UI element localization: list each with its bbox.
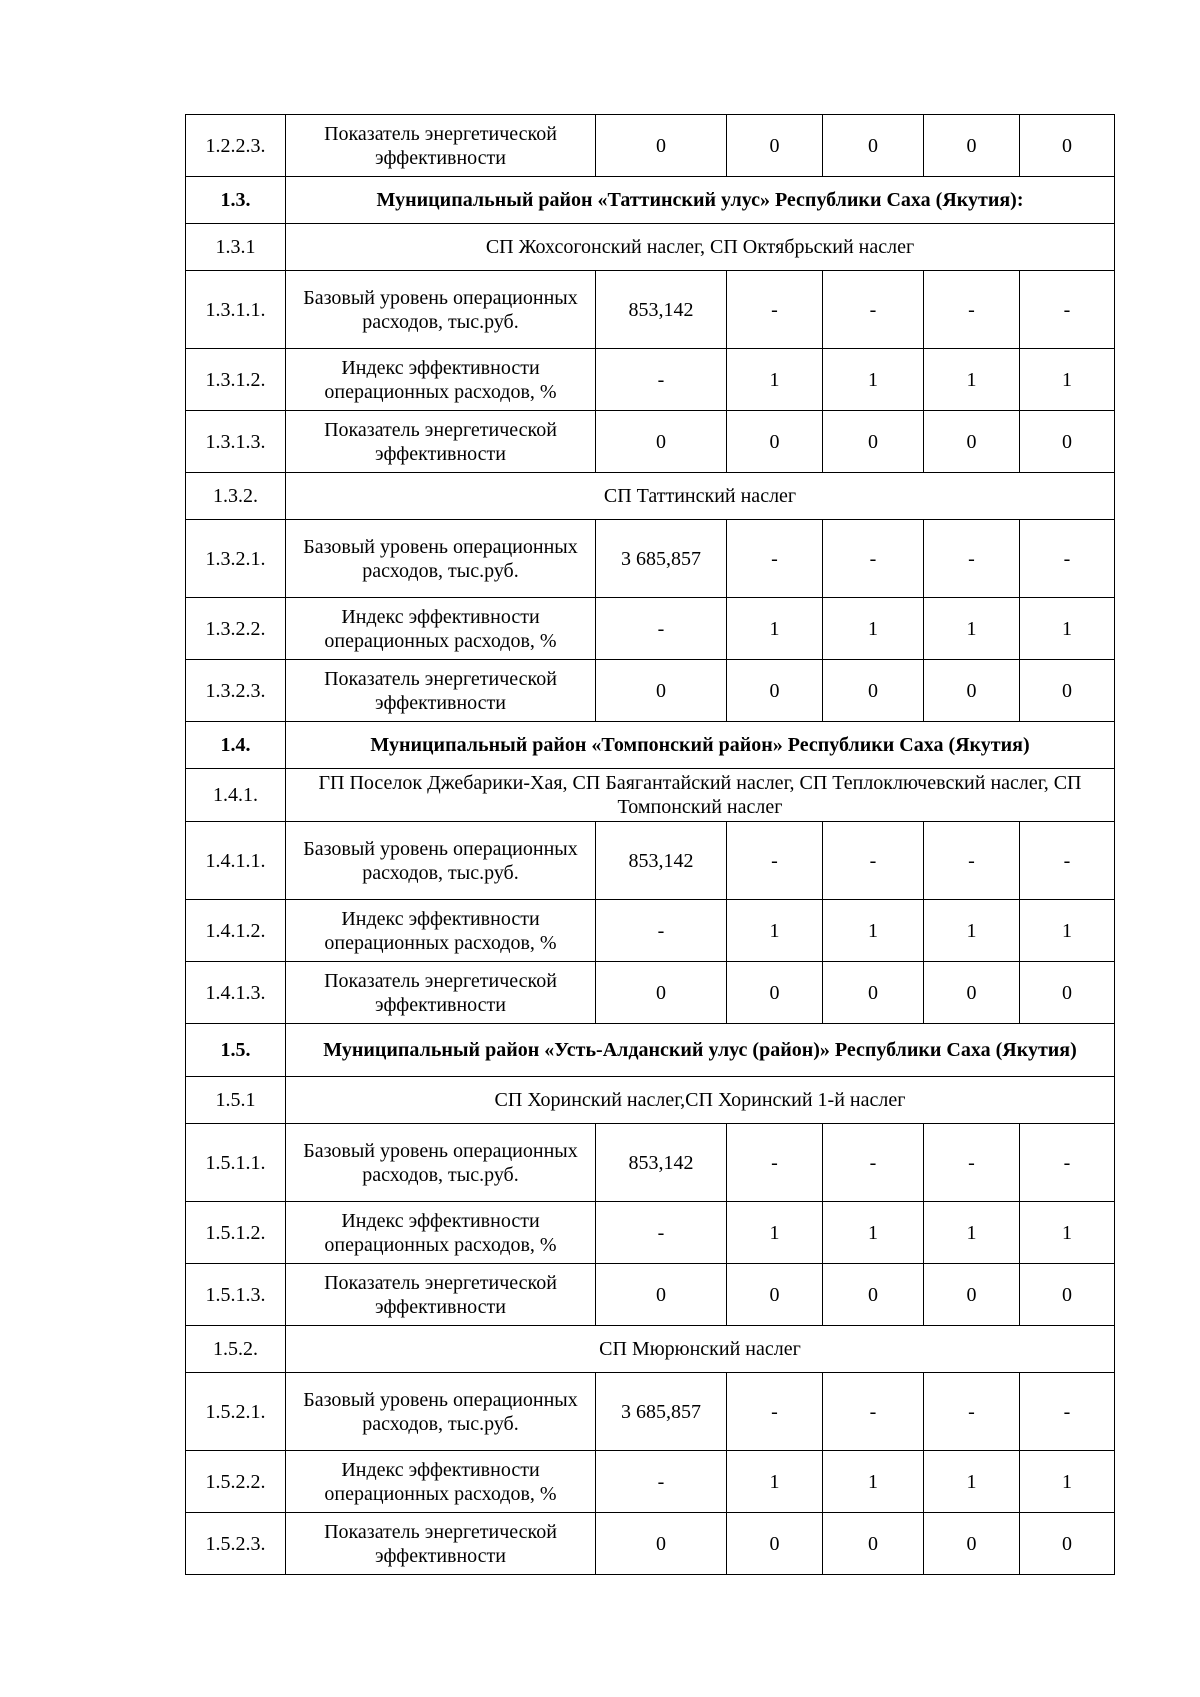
value-cell: 1 [823, 1451, 924, 1513]
value-cell: 0 [823, 660, 924, 722]
row-number: 1.4.1.3. [186, 962, 286, 1024]
value-cell: 1 [823, 598, 924, 660]
value-cell: 0 [823, 1513, 924, 1575]
row-number: 1.5.1.2. [186, 1202, 286, 1264]
table-row [186, 1202, 1115, 1264]
value-cell: 0 [596, 962, 727, 1024]
value-cell: 0 [924, 660, 1020, 722]
value-cell: - [823, 1373, 924, 1451]
value-cell: 1 [823, 1202, 924, 1264]
row-number: 1.3.1 [186, 224, 286, 271]
value-cell: 853,142 [596, 822, 727, 900]
value-cell: - [596, 1451, 727, 1513]
value-cell: 0 [1020, 411, 1115, 473]
value-cell: 1 [1020, 1451, 1115, 1513]
indicator-label: Индекс эффективности операционных расходов, % [286, 598, 596, 660]
row-number: 1.2.2.3. [186, 115, 286, 177]
row-number: 1.4. [186, 722, 286, 769]
value-cell: 1 [727, 598, 823, 660]
value-cell: - [924, 1124, 1020, 1202]
row-number: 1.4.1.1. [186, 822, 286, 900]
indicator-label: Показатель энергетической эффективности [286, 115, 596, 177]
table-row [186, 1373, 1115, 1451]
indicator-label: Индекс эффективности операционных расходов, % [286, 1202, 596, 1264]
section-title: Муниципальный район «Таттинский улус» Республики Саха (Якутия): [286, 177, 1115, 224]
table-row [186, 962, 1115, 1024]
value-cell: 0 [1020, 115, 1115, 177]
value-cell: - [924, 1373, 1020, 1451]
value-cell: 0 [1020, 1264, 1115, 1326]
value-cell: 1 [727, 1451, 823, 1513]
value-cell: 0 [823, 1264, 924, 1326]
indicator-label: Индекс эффективности операционных расходов, % [286, 1451, 596, 1513]
value-cell: - [1020, 271, 1115, 349]
table-row [186, 1513, 1115, 1575]
table-row [186, 349, 1115, 411]
value-cell: - [823, 1124, 924, 1202]
value-cell: - [596, 349, 727, 411]
indicator-label: Базовый уровень операционных расходов, тыс.руб. [286, 271, 596, 349]
row-number: 1.4.1.2. [186, 900, 286, 962]
section-title: СП Таттинский наслег [286, 473, 1115, 520]
value-cell: - [1020, 520, 1115, 598]
section-title: СП Жохсогонский наслег, СП Октябрьский наслег [286, 224, 1115, 271]
indicators-table [185, 114, 1115, 1575]
value-cell: 0 [596, 115, 727, 177]
table-row [186, 598, 1115, 660]
value-cell: 1 [727, 349, 823, 411]
value-cell: 0 [727, 962, 823, 1024]
value-cell: 1 [924, 349, 1020, 411]
row-number: 1.5.1.3. [186, 1264, 286, 1326]
value-cell: - [727, 822, 823, 900]
row-number: 1.5.2. [186, 1326, 286, 1373]
section-title: Муниципальный район «Усть-Алданский улус (район)» Республики Саха (Якутия) [286, 1024, 1115, 1077]
row-number: 1.4.1. [186, 769, 286, 822]
value-cell: 1 [823, 349, 924, 411]
value-cell: - [823, 271, 924, 349]
row-number: 1.3.2.1. [186, 520, 286, 598]
table-row [186, 1264, 1115, 1326]
value-cell: - [596, 900, 727, 962]
value-cell: 1 [924, 1202, 1020, 1264]
value-cell: - [727, 520, 823, 598]
indicator-label: Индекс эффективности операционных расходов, % [286, 349, 596, 411]
indicator-label: Базовый уровень операционных расходов, тыс.руб. [286, 1124, 596, 1202]
value-cell: 1 [1020, 598, 1115, 660]
row-number: 1.5.2.3. [186, 1513, 286, 1575]
value-cell: - [727, 1124, 823, 1202]
value-cell: 1 [727, 900, 823, 962]
table-row [186, 115, 1115, 177]
value-cell: 0 [596, 411, 727, 473]
indicator-label: Показатель энергетической эффективности [286, 660, 596, 722]
table-body [186, 115, 1115, 1575]
value-cell: 0 [727, 1264, 823, 1326]
section-row [186, 1326, 1115, 1373]
table-row [186, 822, 1115, 900]
indicator-label: Показатель энергетической эффективности [286, 962, 596, 1024]
value-cell: - [823, 520, 924, 598]
value-cell: 0 [823, 411, 924, 473]
value-cell: 1 [924, 598, 1020, 660]
table-row [186, 900, 1115, 962]
value-cell: 1 [924, 900, 1020, 962]
value-cell: 3 685,857 [596, 1373, 727, 1451]
value-cell: 1 [1020, 900, 1115, 962]
section-row [186, 473, 1115, 520]
value-cell: - [1020, 1124, 1115, 1202]
value-cell: 0 [924, 411, 1020, 473]
value-cell: 853,142 [596, 1124, 727, 1202]
indicator-label: Показатель энергетической эффективности [286, 411, 596, 473]
value-cell: 0 [596, 1264, 727, 1326]
section-title: СП Хоринский наслег,СП Хоринский 1-й наслег [286, 1077, 1115, 1124]
value-cell: 0 [1020, 1513, 1115, 1575]
value-cell: 853,142 [596, 271, 727, 349]
section-row [186, 1077, 1115, 1124]
indicator-label: Показатель энергетической эффективности [286, 1264, 596, 1326]
value-cell: 0 [924, 1264, 1020, 1326]
value-cell: 0 [924, 1513, 1020, 1575]
row-number: 1.5. [186, 1024, 286, 1077]
value-cell: 0 [924, 115, 1020, 177]
row-number: 1.3.1.1. [186, 271, 286, 349]
value-cell: - [596, 1202, 727, 1264]
value-cell: - [924, 271, 1020, 349]
value-cell: 0 [823, 115, 924, 177]
table-row [186, 271, 1115, 349]
indicator-label: Индекс эффективности операционных расходов, % [286, 900, 596, 962]
row-number: 1.3.2. [186, 473, 286, 520]
value-cell: 3 685,857 [596, 520, 727, 598]
table-row [186, 660, 1115, 722]
row-number: 1.5.2.2. [186, 1451, 286, 1513]
value-cell: 0 [823, 962, 924, 1024]
value-cell: 0 [727, 1513, 823, 1575]
row-number: 1.5.1 [186, 1077, 286, 1124]
table-row [186, 520, 1115, 598]
value-cell: 0 [1020, 962, 1115, 1024]
row-number: 1.3. [186, 177, 286, 224]
value-cell: - [596, 598, 727, 660]
section-row [186, 722, 1115, 769]
value-cell: 0 [727, 115, 823, 177]
value-cell: 1 [1020, 349, 1115, 411]
indicator-label: Показатель энергетической эффективности [286, 1513, 596, 1575]
section-row [186, 224, 1115, 271]
section-title: СП Мюрюнский наслег [286, 1326, 1115, 1373]
row-number: 1.3.2.3. [186, 660, 286, 722]
value-cell: 1 [1020, 1202, 1115, 1264]
section-row [186, 177, 1115, 224]
indicator-label: Базовый уровень операционных расходов, тыс.руб. [286, 1373, 596, 1451]
section-row [186, 1024, 1115, 1077]
value-cell: - [1020, 1373, 1115, 1451]
row-number: 1.3.2.2. [186, 598, 286, 660]
row-number: 1.5.2.1. [186, 1373, 286, 1451]
value-cell: 1 [727, 1202, 823, 1264]
value-cell: 0 [596, 1513, 727, 1575]
value-cell: - [823, 822, 924, 900]
table-row [186, 411, 1115, 473]
value-cell: 0 [727, 660, 823, 722]
value-cell: 0 [727, 411, 823, 473]
value-cell: - [924, 822, 1020, 900]
table-row [186, 1451, 1115, 1513]
indicator-label: Базовый уровень операционных расходов, тыс.руб. [286, 520, 596, 598]
value-cell: - [727, 1373, 823, 1451]
section-title: ГП Поселок Джебарики-Хая, СП Баягантайский наслег, СП Теплоключевский наслег, СП Томпонский наслег [286, 769, 1115, 822]
value-cell: 1 [924, 1451, 1020, 1513]
table-row [186, 1124, 1115, 1202]
section-row [186, 769, 1115, 822]
value-cell: 1 [823, 900, 924, 962]
value-cell: 0 [1020, 660, 1115, 722]
row-number: 1.3.1.2. [186, 349, 286, 411]
value-cell: - [924, 520, 1020, 598]
value-cell: 0 [596, 660, 727, 722]
row-number: 1.5.1.1. [186, 1124, 286, 1202]
indicator-label: Базовый уровень операционных расходов, тыс.руб. [286, 822, 596, 900]
value-cell: - [1020, 822, 1115, 900]
value-cell: - [727, 271, 823, 349]
row-number: 1.3.1.3. [186, 411, 286, 473]
value-cell: 0 [924, 962, 1020, 1024]
section-title: Муниципальный район «Томпонский район» Республики Саха (Якутия) [286, 722, 1115, 769]
